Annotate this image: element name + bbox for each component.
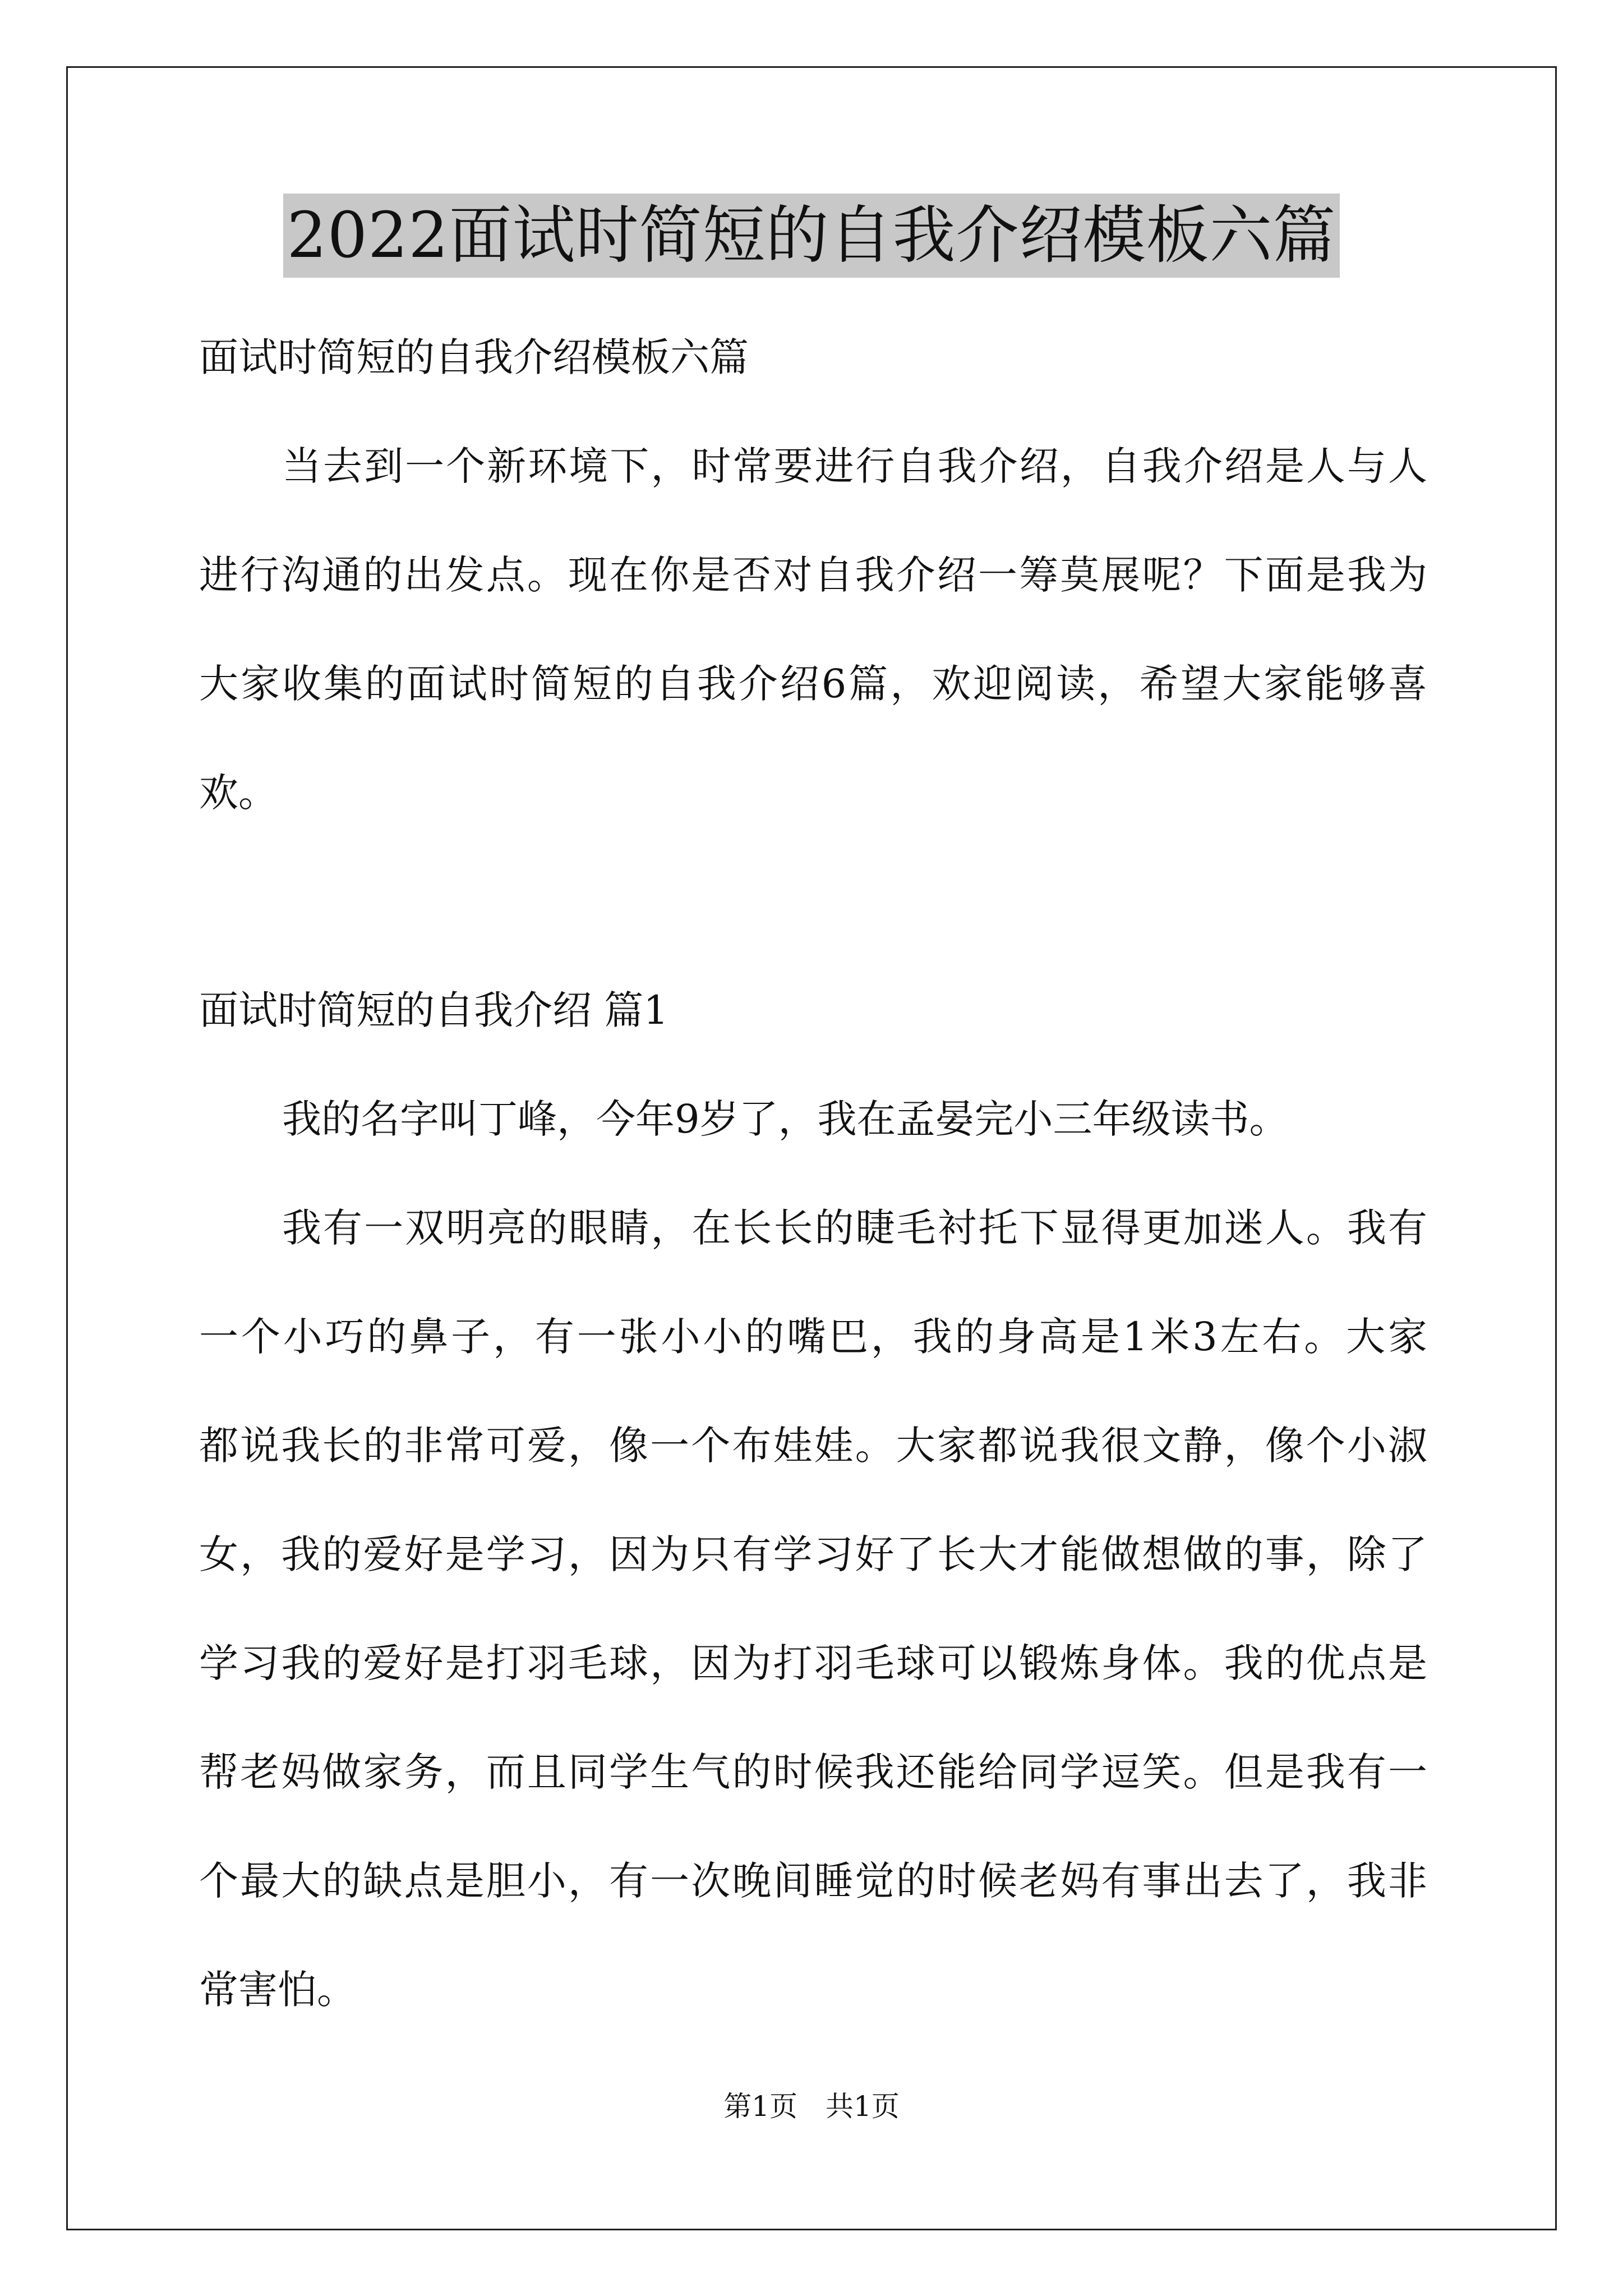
paragraph-line: 我有一双明亮的眼睛，在长长的睫毛衬托下显得更加迷人。我有 <box>282 1205 1427 1251</box>
title-container <box>0 194 1623 278</box>
paragraph-line: 欢。 <box>199 770 278 816</box>
paragraph-line: 常害怕。 <box>199 1967 356 2013</box>
paragraph-line: 当去到一个新环境下，时常要进行自我介绍，自我介绍是人与人 <box>282 443 1427 489</box>
paragraph-line: 都说我长的非常可爱，像一个布娃娃。大家都说我很文静，像个小淑 <box>199 1423 1427 1469</box>
paragraph-line: 帮老妈做家务，而且同学生气的时候我还能给同学逗笑。但是我有一 <box>199 1749 1427 1795</box>
spacer <box>199 847 1427 956</box>
page-footer: 第1页 共1页 <box>723 2090 900 2123</box>
paragraph-line: 学习我的爱好是打羽毛球，因为打羽毛球可以锻炼身体。我的优点是 <box>199 1640 1427 1686</box>
paragraph-line: 我的名字叫丁峰，今年9岁了，我在孟晏完小三年级读书。 <box>282 1096 1289 1142</box>
paragraph-line: 女，我的爱好是学习，因为只有学习好了长大才能做想做的事，除了 <box>199 1531 1427 1577</box>
paragraph-line: 进行沟通的出发点。现在你是否对自我介绍一筹莫展呢？下面是我为 <box>199 552 1427 598</box>
paragraph-line: 一个小巧的鼻子，有一张小小的嘴巴，我的身高是1米3左右。大家 <box>199 1314 1427 1360</box>
document-subtitle: 面试时简短的自我介绍模板六篇 <box>199 334 749 380</box>
paragraph-line: 大家收集的面试时简短的自我介绍6篇，欢迎阅读，希望大家能够喜 <box>199 661 1427 707</box>
document-body <box>199 303 1427 2044</box>
paragraph-line: 个最大的缺点是胆小，有一次晚间睡觉的时候老妈有事出去了，我非 <box>199 1858 1427 1904</box>
document-title: 2022面试时简短的自我介绍模板六篇 <box>283 194 1339 278</box>
section-heading: 面试时简短的自我介绍 篇1 <box>199 987 668 1033</box>
